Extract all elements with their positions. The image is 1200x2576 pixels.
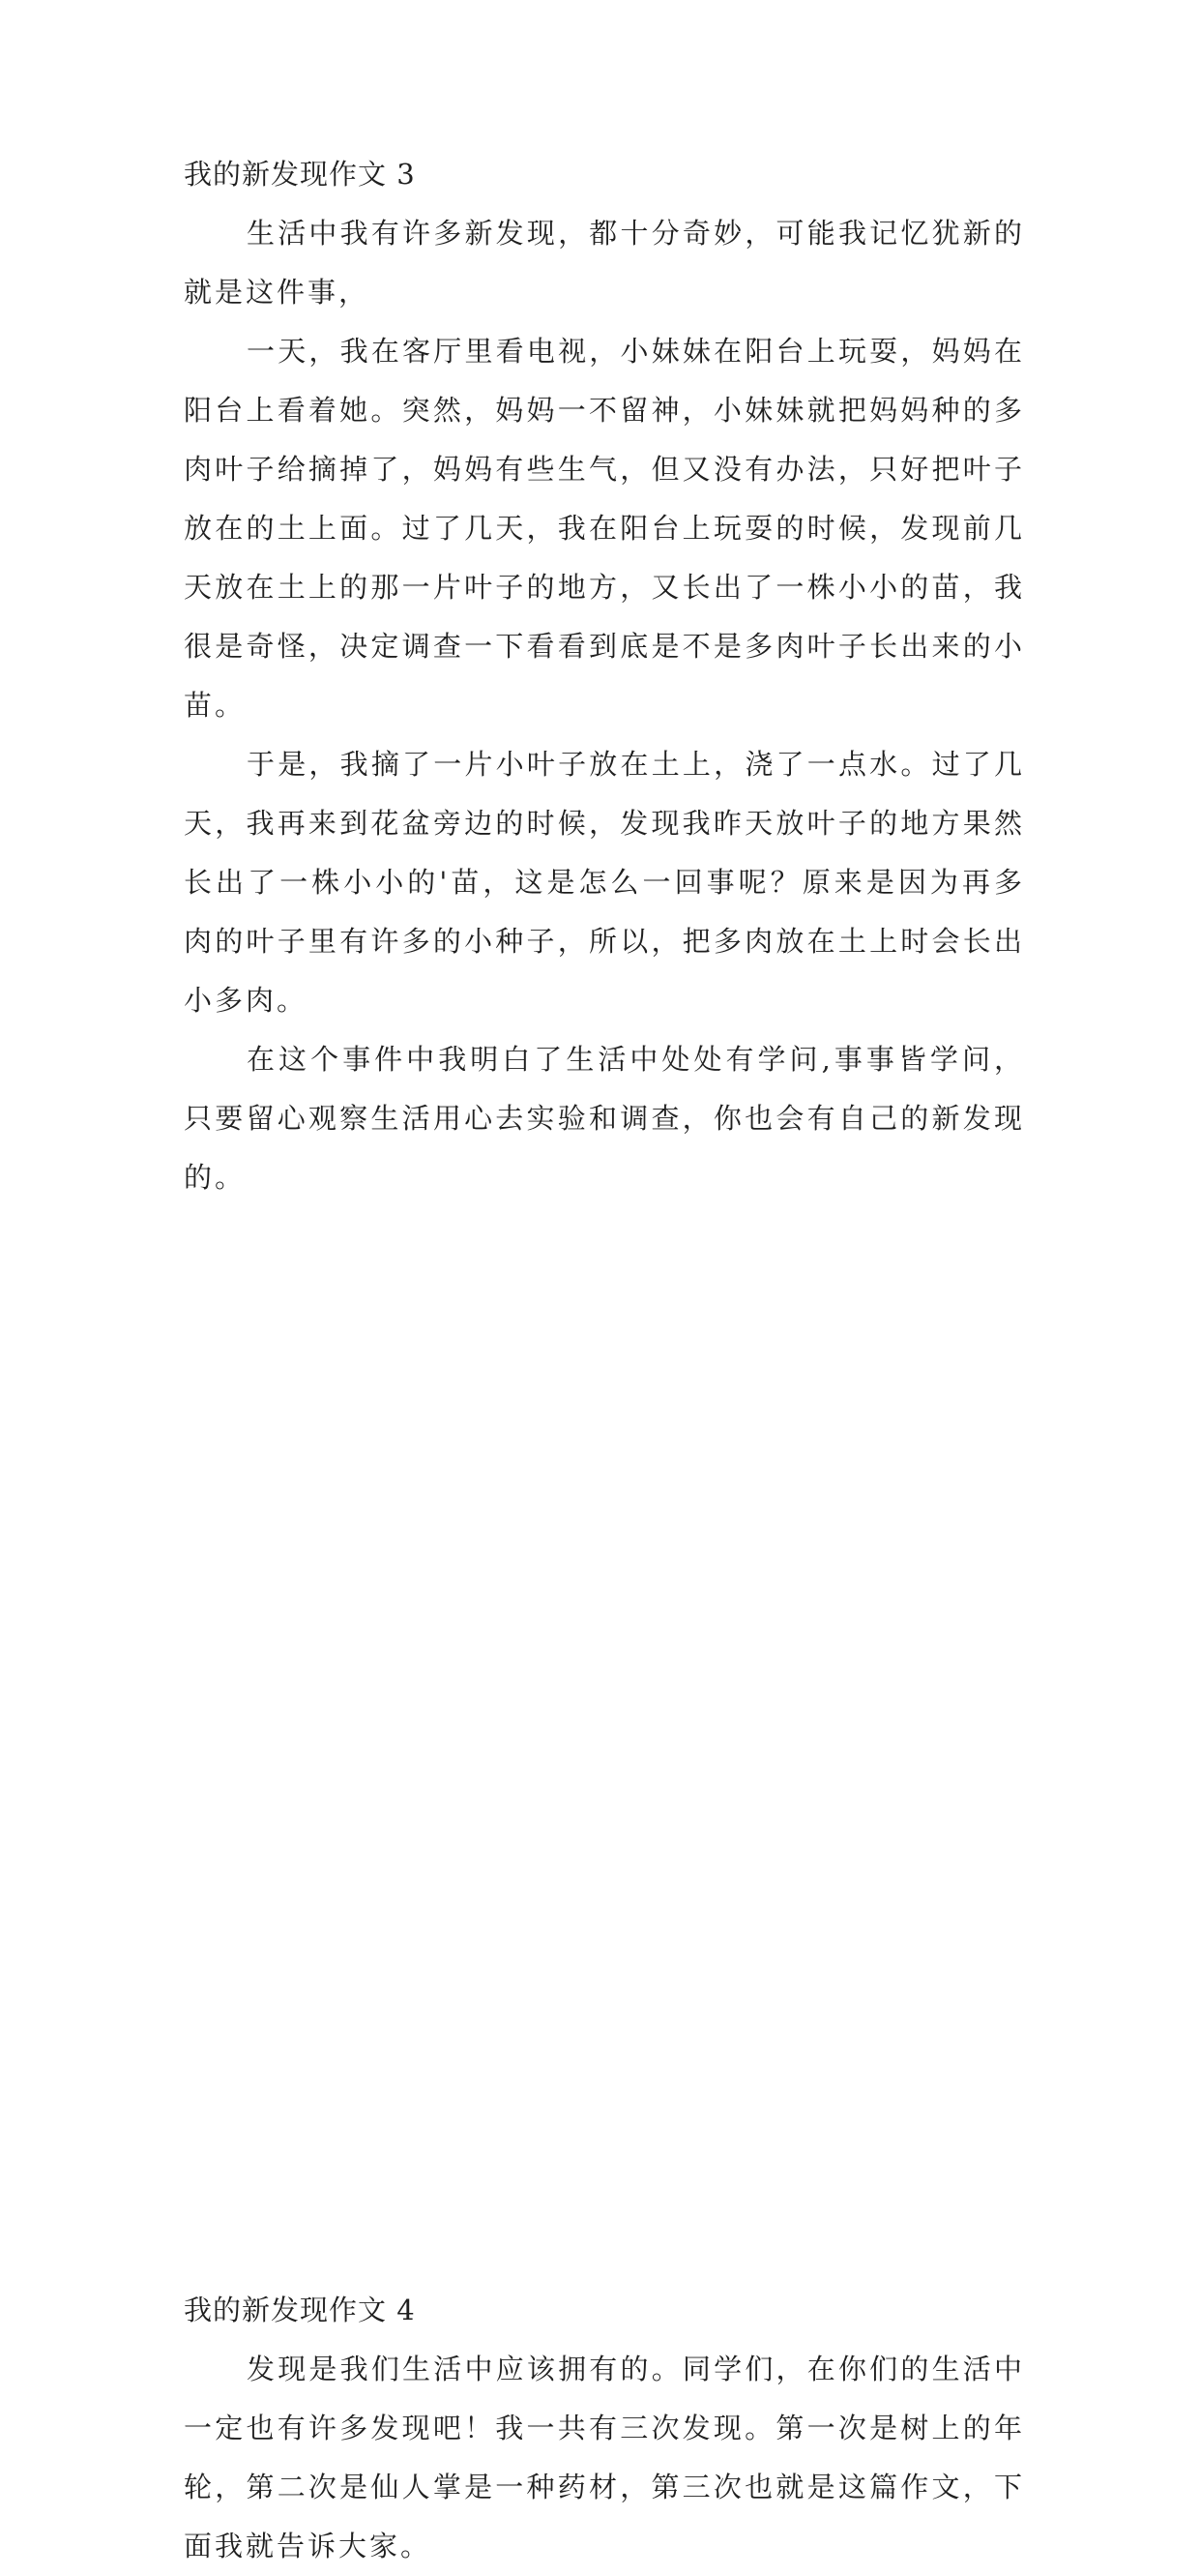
essay-section-4 [184,2281,1025,2576]
paragraph: 一天，我在客厅里看电视，小妹妹在阳台上玩耍，妈妈在阳台上看着她。突然，妈妈一不留神，小妹妹就把妈妈种的多肉叶子给摘掉了，妈妈有些生气，但又没有办法，只好把叶子放在的土上面。过了几天，我在阳台上玩耍的时候，发现前几天放在土上的那一片叶子的地方，又长出了一株小小的苗，我很是奇怪，决定调查一下看看到底是不是多肉叶子长出来的小苗。 [184,335,1025,722]
paragraph: 在这个事件中我明白了生活中处处有学问,事事皆学问，只要留心观察生活用心去实验和调查，你也会有自己的新发现的。 [184,1043,1025,1194]
paragraph: 于是，我摘了一片小叶子放在土上，浇了一点水。过了几天，我再来到花盆旁边的时候，发现我昨天放叶子的地方果然长出了一株小小的'苗，这是怎么一回事呢？原来是因为再多肉的叶子里有许多的小种子，所以，把多肉放在土上时会长出小多肉。 [184,748,1025,1017]
essay-section-3 [184,145,1025,1207]
paragraph: 发现是我们生活中应该拥有的。同学们，在你们的生活中一定也有许多发现吧！我一共有三次发现。第一次是树上的年轮，第二次是仙人掌是一种药材，第三次也就是这篇作文，下面我就告诉大家。 [184,2353,1025,2562]
paragraph: 生活中我有许多新发现，都十分奇妙，可能我记忆犹新的就是这件事， [184,217,1025,309]
section-title: 我的新发现作文 3 [184,158,416,191]
section-title: 我的新发现作文 4 [184,2294,416,2326]
